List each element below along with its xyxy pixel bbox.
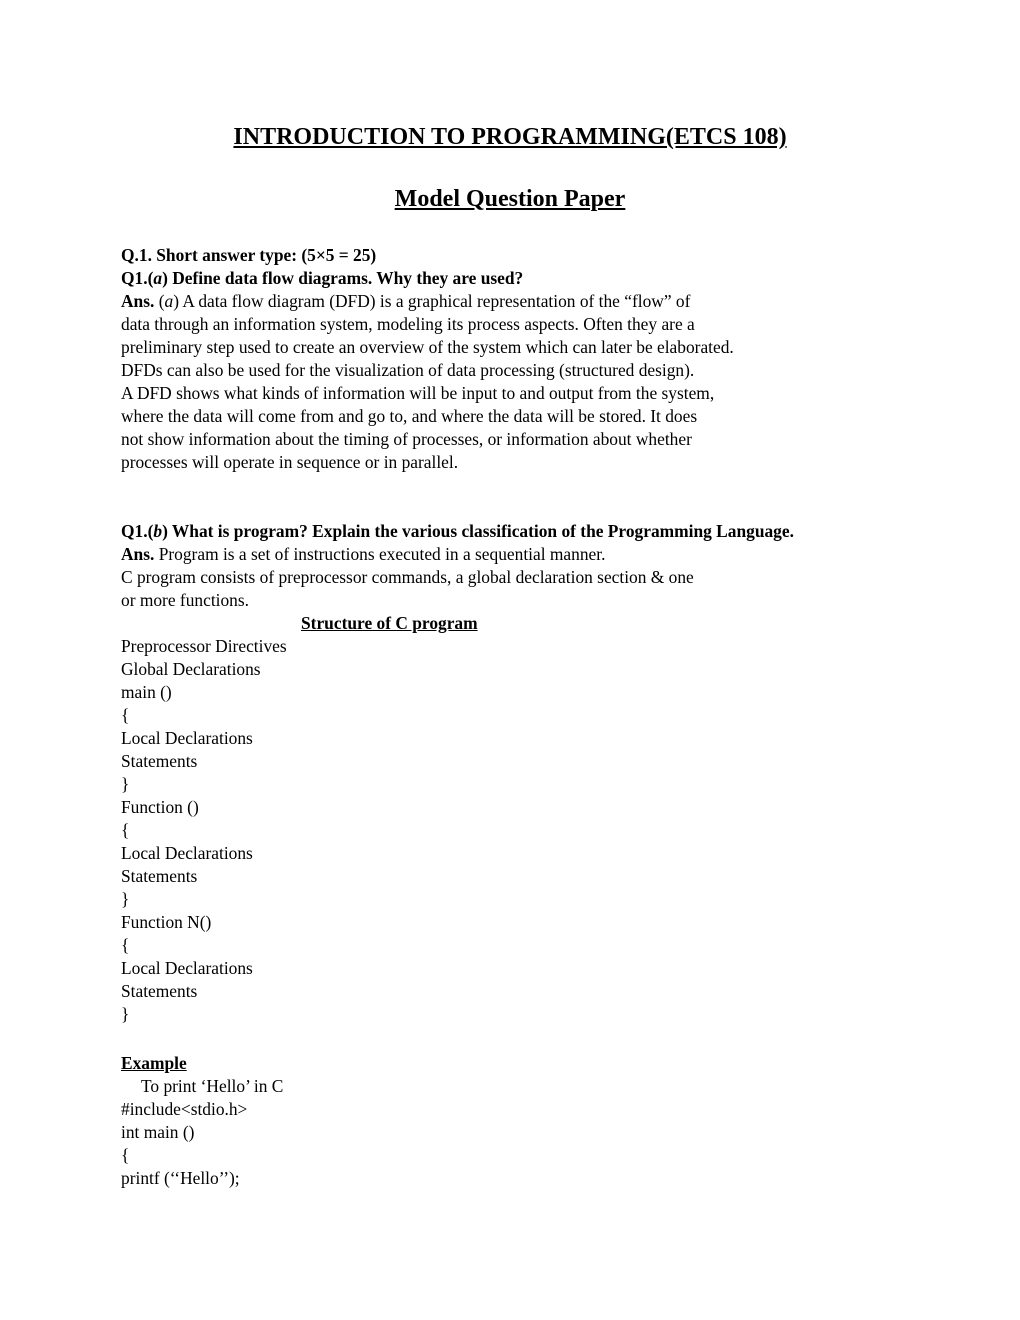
- structure-line: }: [121, 774, 130, 794]
- course-title: INTRODUCTION TO PROGRAMMING(ETCS 108): [233, 124, 787, 150]
- structure-line: Statements: [121, 866, 198, 886]
- answer-line: data through an information system, modeling its process aspects. Often they are a: [121, 314, 695, 334]
- question-1b-section: [121, 520, 911, 1026]
- answer-line: DFDs can also be used for the visualization of data processing (structured design).: [121, 360, 695, 380]
- structure-line: Global Declarations: [121, 659, 261, 679]
- q1b-text: ) What is program? Explain the various classification of the Programming Language.: [162, 521, 794, 541]
- answer-text: Program is a set of instructions executed in a sequential manner.: [154, 544, 606, 564]
- structure-line: main (): [121, 682, 172, 702]
- structure-line: {: [121, 705, 130, 725]
- q1b-answer-line: [121, 543, 911, 566]
- question-1-section: [121, 244, 911, 474]
- structure-line: Local Declarations: [121, 958, 253, 978]
- structure-line: Preprocessor Directives: [121, 636, 287, 656]
- answer-line: processes will operate in sequence or in parallel.: [121, 452, 459, 472]
- structure-line: Local Declarations: [121, 728, 253, 748]
- q1a-letter: a: [153, 268, 163, 288]
- structure-line: Local Declarations: [121, 843, 253, 863]
- structure-line: {: [121, 820, 130, 840]
- structure-line: }: [121, 1004, 130, 1024]
- code-line: printf (‘‘Hello’’);: [121, 1168, 240, 1188]
- q1a-question: [121, 267, 911, 290]
- q1-heading: Q.1. Short answer type: (5×5 = 25): [121, 245, 377, 265]
- structure-line: Function (): [121, 797, 199, 817]
- answer-line: or more functions.: [121, 590, 249, 610]
- structure-line: Statements: [121, 981, 198, 1001]
- code-line: #include<stdio.h>: [121, 1099, 248, 1119]
- q1b-prefix: Q1.(: [121, 521, 154, 541]
- answer-label: Ans.: [121, 544, 155, 564]
- example-heading: Example: [121, 1053, 187, 1073]
- structure-line: Function N(): [121, 912, 212, 932]
- paper-title: Model Question Paper: [394, 186, 626, 212]
- code-line: {: [121, 1145, 130, 1165]
- structure-line: {: [121, 935, 130, 955]
- example-caption: To print ‘Hello’ in C: [141, 1076, 284, 1096]
- example-section: [121, 1052, 911, 1190]
- q1a-answer-line: [121, 290, 911, 313]
- answer-line: where the data will come from and go to, and where the data will be stored. It does: [121, 406, 698, 426]
- answer-label: Ans.: [121, 291, 155, 311]
- q1a-prefix: Q1.(: [121, 268, 154, 288]
- q1b-letter: b: [153, 521, 163, 541]
- code-line: int main (): [121, 1122, 195, 1142]
- structure-line: }: [121, 889, 130, 909]
- answer-open: (: [154, 291, 165, 311]
- answer-line: not show information about the timing of processes, or information about whether: [121, 429, 692, 449]
- q1b-question: [121, 520, 911, 543]
- structure-line: Statements: [121, 751, 198, 771]
- answer-line: C program consists of preprocessor commands, a global declaration section & one: [121, 567, 694, 587]
- q1a-text: ) Define data flow diagrams. Why they are used?: [162, 268, 524, 288]
- answer-line: ) A data flow diagram (DFD) is a graphical representation of the “flow” of: [173, 291, 691, 311]
- answer-line: preliminary step used to create an overview of the system which can later be elaborated.: [121, 337, 734, 357]
- answer-line: A DFD shows what kinds of information will be input to and output from the system,: [121, 383, 715, 403]
- structure-heading: Structure of C program: [301, 613, 478, 633]
- answer-letter: a: [164, 291, 174, 311]
